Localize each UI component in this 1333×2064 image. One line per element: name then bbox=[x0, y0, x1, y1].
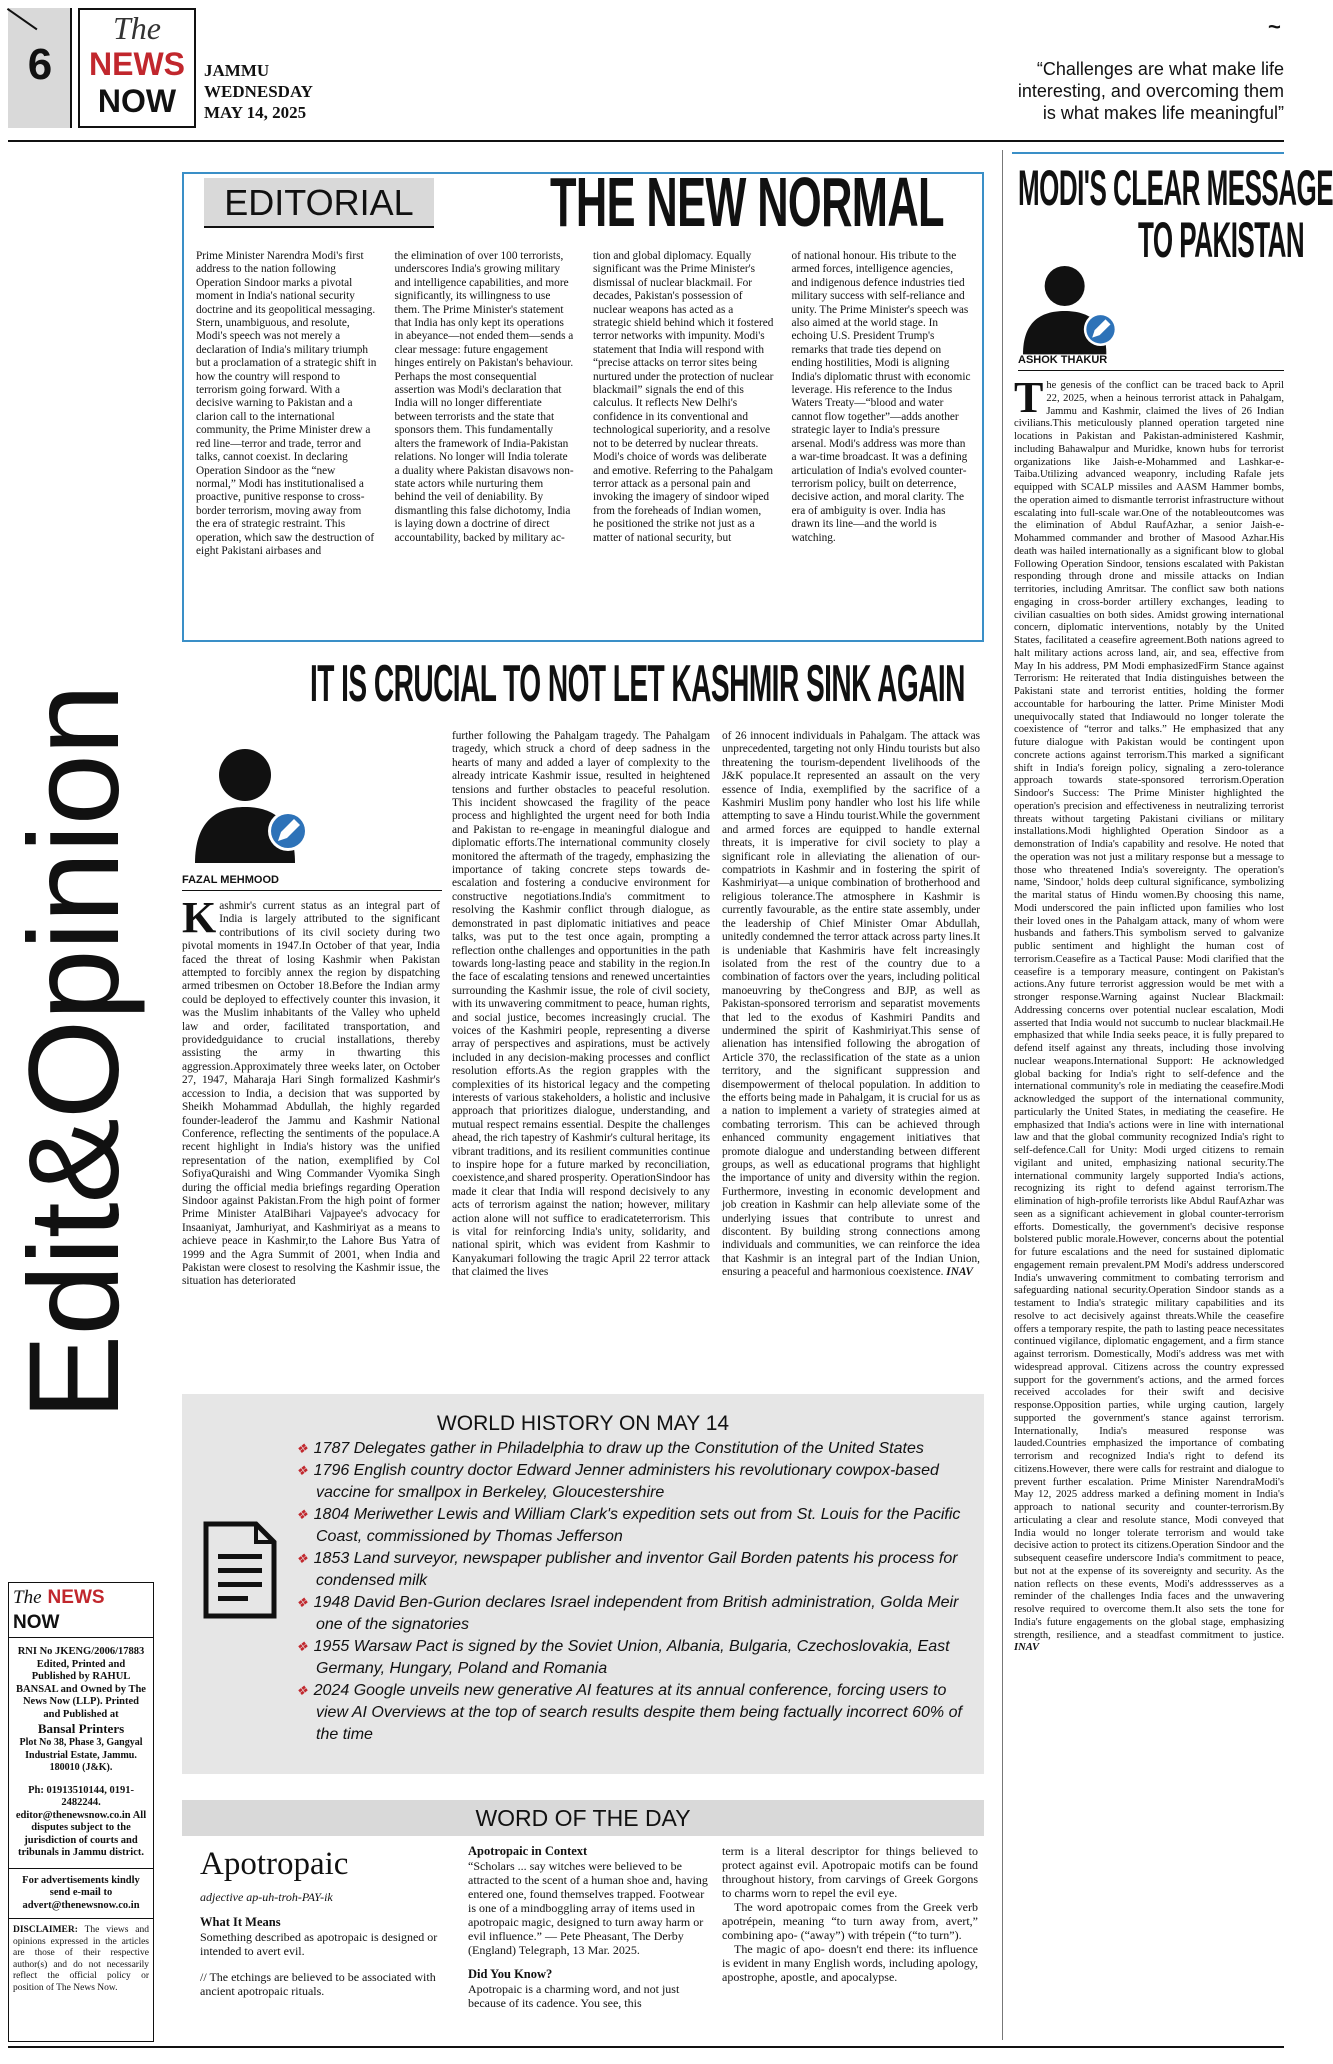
word-of-day-meaning: Something described as apotropaic is designed or intended to avert evil. bbox=[200, 1930, 438, 1958]
editorial-headline-wrap bbox=[550, 163, 944, 241]
corner-mark: ~ bbox=[1268, 14, 1281, 39]
document-icon-wrap bbox=[200, 1520, 280, 1620]
right-agency: INAV bbox=[1014, 1642, 1040, 1654]
word-of-day-example: // The etchings are believed to be associated with ancient apotropaic rituals. bbox=[200, 1970, 436, 1998]
right-author: ASHOK THAKUR bbox=[1018, 354, 1108, 366]
dateline-day: WEDNESDAY bbox=[204, 82, 313, 101]
section-label: Edit&Opinion bbox=[3, 684, 146, 1420]
kashmir-author: FAZAL MEHMOOD bbox=[182, 874, 279, 886]
imprint-logo bbox=[9, 1583, 153, 1638]
word-of-day-col-3-b: The word apotropaic comes from the Greek verb apotrépein, meaning “to turn away from, avert,” combining apo- (“away”) with trépein (“to turn”). bbox=[722, 1900, 978, 1942]
editorial-col-1: Prime Minister Narendra Modi's first address to the nation following Operation Sindoor marks a pivotal moment in India's national security doctrine and its geopolitical messaging. Stern, unambiguous, and resolute, Modi's speech was not merely a declaration of India's military triumph but a proclamation of a strategic shift in how the country will respond to terrorism going forward. With a decisive warning to Pakistan and a clarion call to the international community, the Prime Minister drew a red line—terror and trade, terror and talks, cannot coexist. In declaring Operation Sindoor as the “new normal,” Modi has institutionalised a proactive, punitive response to cross-border terrorism, moving away from the era of strategic restraint. This operation, which saw the destruction of eight Pakistani airbases and bbox=[196, 250, 377, 557]
imprint bbox=[8, 1582, 154, 2042]
word-of-day-col-3-a: term is a literal descriptor for things believed to protect against evil. Apotropaic motifs can be found throughout history, from carvings of Greek Gorgons to charms worn to repel the evil eye. bbox=[722, 1844, 978, 1900]
kashmir-agency: INAV bbox=[946, 1266, 974, 1279]
right-box-top bbox=[1012, 152, 1284, 154]
editorial-col-2: the elimination of over 100 terrorists, underscores India's growing military and intelligence capabilities, and more significantly, its willingness to use them. The Prime Minister's statement that India has only kept its operations in abeyance—not ended them—sends a clear message: future engagement hinges entirely on Pakistan's behaviour. Perhaps the most consequential assertion was Modi's declaration that India will no longer differentiate between terrorists and the state that sponsors them. This fundamentally alters the framework of India-Pakistan relations. No longer will India tolerate a duality where Pakistan disavows non-state actors while nurturing them behind the veil of deniability. By dismantling this false dichotomy, India is laying down a doctrine of direct accountability, backed by military ac- bbox=[394, 250, 574, 544]
section-label-wrap bbox=[0, 360, 160, 1420]
imprint-address: Plot No 38, Phase 3, Gangyal Industrial Estate, Jammu. 180010 (J&K). bbox=[19, 1737, 143, 1773]
list-item: ❖ 1948 David Ben-Gurion declares Israel independent from British administration, Golda Meir one of the signatories bbox=[296, 1594, 959, 1633]
word-of-day-pronunciation: adjective ap-uh-troh-PAY-ik bbox=[200, 1890, 333, 1904]
diamond-bullet-icon: ❖ bbox=[296, 1463, 308, 1478]
kashmir-author-rule bbox=[182, 890, 442, 891]
right-headline-1: MODI'S CLEAR MESSAGE bbox=[1018, 160, 1333, 216]
list-item: ❖ 1955 Warsaw Pact is signed by the Soviet Union, Albania, Bulgaria, Czechoslovakia, East Germany, Hungary, Poland and Romania bbox=[296, 1638, 950, 1677]
kashmir-col-3 bbox=[722, 730, 980, 1320]
masthead-quote: “Challenges are what make life interesting, and overcoming them is what makes life meaningful” bbox=[1017, 59, 1284, 123]
logo-the: The bbox=[113, 10, 161, 46]
imprint-logo-news: NEWS bbox=[47, 1587, 105, 1608]
imprint-disclaimer bbox=[9, 1919, 153, 2000]
word-of-day-title: WORD OF THE DAY bbox=[475, 1805, 691, 1831]
kashmir-col-1-text: ashmir's current status as an integral part of India is largely attributed to the significant contributions of its civil society during two pivotal moments in 1947.In October of that year, India faced the threat of losing Kashmir when Pakistan attempted to forcibly annex the region by dispatching armed tribesmen on October 18.Before the Indian army could be deployed to effectively counter this invasion, it was the Muslim inhabitants of the Valley who upheld law and order, facilitated transportation, and providedguidance to crucial installations, thereby assisting the army in thwarting this aggression.Approximately three weeks later, on October 27, 1947, Maharaja Hari Singh formalized Kashmir's accession to India, a decision that was supported by Sheikh Mohammad Abdullah, the highly regarded founder-leaderof the Jammu and Kashmir National Conference, reflecting the sentiments of the populace.A recent highlight in India's history was the unified representation of the nation, exemplified by Col SofiyaQuraishi and Wing Commander Vyomika Singh during the official media briefings regarding Operation Sindoor against Pakistan.From the high point of former Prime Minister AtalBihari Vajpayee's advocacy for Insaaniyat, Jamhuriyat, and Kashmiriyat as a means to achieve peace in Kashmir,to the Lahore Bus Yatra of 1999 and the Agra Summit of 2001, when India and Pakistan were closest to resolving the Kashmir issue, the situation has deteriorated bbox=[182, 900, 440, 1288]
editorial-col-4: of national honour. His tribute to the armed forces, intelligence agencies, and indigenous defence industries tied military success with self-reliance and unity. The Prime Minister's speech was also aimed at the world stage. In echoing U.S. President Trump's remarks that trade ties depend on ending hostilities, Modi is aligning India's diplomatic thrust with economic leverage. His reference to the Indus Waters Treaty—“blood and water cannot flow together”—adds another strategic layer to India's pressure arsenal. Modi's address was more than a war-time broadcast. It was a defining articulation of India's evolved counter-terrorism policy, built on deterrence, decisive action, and moral clarity. The era of ambiguity is over. India has drawn its line—and the world is watching. bbox=[791, 250, 971, 544]
imprint-logo-the: The bbox=[13, 1587, 42, 1608]
right-column-rule bbox=[1002, 150, 1003, 2040]
kashmir-col-3-text: of 26 innocent individuals in Pahalgam. The attack was unprecedented, targeting not only Hindu tourists but also threatening the tourism-dependent livelihoods of the J&K populace.It represented an assault on the very essence of India, exemplified by the sacrifice of a Kashmiri Muslim pony handler who lost his life while attempting to save a Hindu tourist.While the government and armed forces are equipped to handle external threats, it is imperative for civil society to play a significant role in alleviating the alienation of our-compatriots in Kashmir and in fostering the spirit of Kashmiriyat—a unique combination of brotherhood and religious tolerance.The atmosphere in Kashmir is currently favourable, as the entire state assembly, under the leadership of Chief Minister Omar Abdullah, unitedly condemned the terror attack across party lines.It is undeniable that Kashmiris have felt increasingly isolated from the rest of the country due to a combination of factors over the years, including political manoeuvring by theCongress and BJP, as well as Pakistan-sponsored terrorism and separatist movements that led to the exodus of Kashmiri Pandits and undermined the spirit of Kashmiriyat.This sense of alienation has intensified following the abrogation of Article 370, the reclassification of the state as a union territory, and the significant suppression and disempowerment of thelocal population. In addition to the efforts being made in Pahalgam, it is crucial for us as a nation to implement a variety of strategies aimed at combating terrorism. This can be achieved through enhanced community engagement initiatives that promote dialogue and understanding between different groups, as well as educational programs that highlight the importance of unity and diversity within the region. Furthermore, investing in economic development and job creation in Kashmir can help alleviate some of the underlying issues that contribute to unrest and discontent. By building strong connections among individuals and communities, we can reinforce the idea that Kashmir is an integral part of the Indian Union, ensuring a peaceful and harmonious coexistence. bbox=[722, 730, 980, 1279]
diamond-bullet-icon: ❖ bbox=[296, 1441, 308, 1456]
document-icon bbox=[200, 1520, 280, 1620]
logo-news: NEWS bbox=[89, 46, 185, 82]
masthead-rule bbox=[8, 140, 1284, 142]
word-of-day-col-1 bbox=[200, 1844, 450, 1998]
kashmir-headline-wrap bbox=[310, 655, 965, 713]
dateline-date: MAY 14, 2025 bbox=[204, 103, 307, 122]
imprint-disclaimer-head: DISCLAIMER: bbox=[13, 1925, 78, 1935]
imprint-ads: For advertisements kindly send e-mail to advert@thenewsnow.co.in bbox=[9, 1868, 153, 1920]
imprint-lines: RNI No JKENG/2006/17883 Edited, Printed and Published by RAHUL BANSAL and Owned by The News Now (LLP). Printed and Published at bbox=[16, 1646, 146, 1720]
imprint-email: editor@thenewsnow.co.in All disputes subject to the jurisdiction of courts and tribunals in Jammu district. bbox=[15, 1809, 147, 1858]
word-of-day-did-head: Did You Know? bbox=[468, 1967, 553, 1981]
dateline-city: JAMMU bbox=[204, 61, 270, 80]
world-history-list bbox=[296, 1438, 976, 1746]
right-avatar bbox=[1018, 256, 1128, 356]
word-of-day-context: “Scholars ... say witches were believed to be attracted to the scent of a human shoe and, having entered one, found themselves trapped. Footwear is one of a mindboggling array of items used in apotropaic magic, designed to turn away harm or evil influence.” — Pete Pheasant, The Derby (England) Telegraph, 13 Mar. 2025. bbox=[468, 1859, 708, 1957]
masthead-logo bbox=[78, 8, 196, 128]
right-article bbox=[1014, 373, 1284, 2036]
diamond-bullet-icon: ❖ bbox=[296, 1683, 308, 1698]
editorial-label: EDITORIAL bbox=[204, 178, 434, 228]
dateline bbox=[204, 60, 313, 123]
list-item: ❖ 1804 Meriwether Lewis and William Clark's expedition sets out from St. Louis for the Pacific Coast, commissioned by Thomas Jefferson bbox=[296, 1506, 961, 1545]
right-headline-2-wrap bbox=[1138, 212, 1305, 268]
avatar bbox=[190, 735, 320, 865]
page-number: 6 bbox=[27, 40, 53, 89]
list-item: ❖ 2024 Google unveils new generative AI features at its annual conference, forcing users to view AI Overviews at the top of search results despite them being factually incorrect 60% of the time bbox=[296, 1682, 962, 1743]
editorial-headline: THE NEW NORMAL bbox=[550, 163, 944, 241]
right-drop-cap: T bbox=[1014, 373, 1044, 422]
right-headline-1-wrap bbox=[1018, 160, 1333, 216]
diamond-bullet-icon: ❖ bbox=[296, 1639, 308, 1654]
word-of-day-did: Apotropaic is a charming word, and not just because of its cadence. You see, this bbox=[468, 1982, 680, 2010]
right-headline-2: TO PAKISTAN bbox=[1138, 212, 1305, 268]
page-bottom-rule bbox=[8, 2046, 1284, 2048]
person-icon bbox=[190, 735, 320, 865]
list-item: ❖ 1787 Delegates gather in Philadelphia to draw up the Constitution of the United States bbox=[296, 1440, 924, 1457]
right-author-rule bbox=[1018, 370, 1284, 371]
kashmir-headline: IT IS CRUCIAL TO NOT LET KASHMIR SINK AGAIN bbox=[310, 655, 965, 713]
imprint-phone: Ph: 01913510144, 0191-2482244. bbox=[28, 1784, 134, 1808]
masthead bbox=[0, 0, 1292, 140]
person-icon bbox=[1018, 256, 1128, 356]
diamond-bullet-icon: ❖ bbox=[296, 1551, 308, 1566]
kashmir-col-2: further following the Pahalgam tragedy. The Pahalgam tragedy, which struck a chord of deep sadness in the hearts of many and added a layer of complexity to the already intricate Kashmir issue, resulted in heightened tensions and further obstacles to peaceful resolution. This incident showcased the fragility of the peace process and highlighted the urgent need for both India and Pakistan to re-engage in meaningful dialogue and diplomatic efforts.The international community closely monitored the aftermath of the tragedy, emphasizing the importance of taking concrete steps towards de-escalation and fostering a conducive environment for constructive negotiations.India's commitment to resolving the Kashmir conflict through dialogue, as demonstrated in past diplomatic initiatives and peace talks, was put to the test once again, prompting a reflection onthe challenges and opportunities in the path towards long-lasting peace and stability in the region.In the face of escalating tensions and renewed uncertainties surrounding the Kashmir issue, the role of civil society, with its unwavering commitment to peace, human rights, and social justice, becomes increasingly crucial. The voices of the Kashmiri people, representing a diverse array of perspectives and aspirations, must be actively included in any decision-making processes and conflict resolution efforts.As the region grapples with the complexities of its historical legacy and the competing interests of various stakeholders, a holistic and inclusive approach that prioritizes dialogue, understanding, and mutual respect remains essential. Despite the challenges ahead, the rich tapestry of Kashmir's cultural heritage, its vibrant traditions, and its resilient communities continue to inspire hope for a future marked by reconciliation, coexistence,and shared prosperity. OperationSindoor has made it clear that India will respond decisively to any acts of terrorism against the nation; however, military action alone will not suffice to eradicateterrorism. This is vital for reinforcing India's unity, solidarity, and national spirit, which was evident from Kashmir to Kanyakumari following the tragic April 22 terror attack that claimed the lives bbox=[452, 730, 711, 1279]
editorial-col-3: tion and global diplomacy. Equally significant was the Prime Minister's dismissal of nuclear blackmail. For decades, Pakistan's possession of nuclear weapons has acted as a strategic shield behind which it fostered terror networks with impunity. Modi's statement that India will respond with “precise attacks on terror sites being nurtured under the protection of nuclear blackmail” signals the end of this calculus. It reflects New Delhi's confidence in its conventional and technological superiority, and a resolve not to be deterred by nuclear threats. Modi's choice of words was deliberate and emotive. Referring to the Pahalgam terror attack as a personal pain and invoking the imagery of sindoor wiped from the foreheads of Indian women, he positioned the strike not just as a matter of national security, but bbox=[593, 250, 774, 544]
word-of-day-col-3 bbox=[722, 1844, 978, 1984]
list-item: ❖ 1796 English country doctor Edward Jenner administers his revolutionary cowpox-based vaccine for smallpox in Berkeley, Gloucestershire bbox=[296, 1462, 939, 1501]
list-item: ❖ 1853 Land surveyor, newspaper publisher and inventor Gail Borden patents his process for condensed milk bbox=[296, 1550, 958, 1589]
imprint-printer: Bansal Printers bbox=[37, 1721, 125, 1736]
kashmir-drop-cap: K bbox=[182, 893, 217, 942]
diamond-bullet-icon: ❖ bbox=[296, 1595, 308, 1610]
word-of-day-meaning-head: What It Means bbox=[200, 1915, 281, 1929]
editorial-columns bbox=[196, 250, 972, 630]
world-history-title: WORLD HISTORY ON MAY 14 bbox=[436, 1412, 730, 1435]
imprint-disclaimer-text: The views and opinions expressed in the articles are those of their respective author(s) and do not necessarily reflect the official policy or position of The News Now. bbox=[13, 1925, 149, 1993]
word-of-day-col-3-c: The magic of apo- doesn't end there: its influence is evident in many English words, including apology, apostrophe, apostle, and apocalypse. bbox=[722, 1942, 978, 1984]
word-of-day-col-2 bbox=[468, 1844, 710, 2010]
kashmir-col-1 bbox=[182, 893, 440, 1320]
diamond-bullet-icon: ❖ bbox=[296, 1507, 308, 1522]
right-article-text: he genesis of the conflict can be traced back to April 22, 2025, when a heinous terrorist attack in Pahalgam, Jammu and Kashmir, claimed the lives of 26 Indian civilians.This meticulously planned operation targeted nine locations in Pakistan and Pakistan-administered Kashmir, including Bahawalpur and Muridke, known hubs for terrorist organizations like Jaish-e-Mohammed and Lashkar-e-Taiba.Utilizing advanced weaponry, including Rafale jets equipped with SCALP missiles and AASM Hammer bombs, the operation aimed to dismantle terrorist infrastructure without escalating into full-scale war.One of the notableoutcomes was the elimination of Abdul RaufAzhar, a senior Jaish-e-Mohammed commander and brother of Masood Azhar.His death was hailed internationally as a significant blow to global Following Operation Sindoor, tensions escalated with Pakistan responding through drone and missile attacks on Indian territories, including Amritsar. The conflict saw both nations engaging in cross-border artillery exchanges, leading to civilian casualties on both sides. Amidst growing international concern, diplomatic interventions, notably by the United States, facilitated a ceasefire agreement.Both nations agreed to halt military actions across land, air, and sea, effective from May In his address, PM Modi emphasizedFirm Stance against Terrorism: He reiterated that India distinguishes between the Pakistani state and terrorist entities, holding the former accountable for harbouring the latter. Prime Minister Modi unequivocally stated that Indiawould no longer tolerate the coexistence of “terror and talks.” He emphasized that any future dialogue with Pakistan would be contingent upon concrete actions against terrorism.This marked a significant shift in India's foreign policy, signaling a zero-tolerance approach towards state-sponsored terrorism.Operation Sindoor's Success: The Prime Minister highlighted the operation's precision and effectiveness in neutralizing terrorist threats without targeting Pakistani civilians or military installations.Modi highlighted Operation Sindoor as a demonstration of India's capability and resolve. He noted that the operation was not just a military response but a message to those who threatened India's sovereignty. The operation's name, 'Sindoor,' holds deep cultural significance, symbolizing the marital status of Hindu women.By choosing this name, Modi underscored the pain inflicted upon families who lost their loved ones in the Pahalgam attack, many of whom were husbands and fathers.This symbolism served to galvanize public sentiment and highlight the human cost of terrorism.Ceasefire as a Tactical Pause: Modi clarified that the ceasefire is a temporary measure, contingent on Pakistan's actions.Any future terrorist aggression would be met with a stronger response.Warning against Nuclear Blackmail: Addressing concerns over potential nuclear escalation, Modi asserted that India would not succumb to nuclear blackmail.He emphasized that while India seeks peace, it is fully prepared to defend itself against any threats, including those involving nuclear weapons.International Support: He acknowledged global backing for India's right to self-defence and the international community's role in mediating the ceasefire.Modi acknowledged the support of the international community, particularly the United States, in mediating the ceasefire. He emphasized that India's actions were in line with international law and that the global community recognized India's right to self-defence.Call for Unity: Modi urged citizens to remain vigilant and united, emphasizing national security.The international community largely supported India's actions, recognizing its right to defend against terrorism.The elimination of high-profile terrorists like Abdul RaufAzhar was seen as a significant achievement in global counter-terrorism efforts. Domestically, the government's decisive response bolstered public morale.However, concerns about the potential for future escalations and the need for sustained diplomatic engagement remain prevalent.PM Modi's address underscored India's unwavering commitment to combating terrorism and safeguarding national security.Operation Sindoor stands as a testament to India's strategic military capabilities and its resolve to act decisively against threats.While the ceasefire offers a temporary respite, the path to lasting peace necessitates continued vigilance, diplomatic engagement, and a firm stance against terrorism. Domestically, Modi's address was met with widespread approval. Citizens across the country expressed support for the government's actions, and the armed forces received accolades for their swift and decisive response.Opposition parties, while urging caution, largely supported the government's stance against terrorism. Internationally, India's measured response was lauded.Countries emphasized the importance of combating terrorism and recognized India's right to defend its citizens.However, there were calls for restraint and dialogue to prevent further escalation. Prime Minister NarendraModi's May 12, 2025 address marked a defining moment in India's approach to national security and counter-terrorism.By articulating a clear and resolute stance, Modi conveyed that India would no longer tolerate terrorism and would take decisive action to protect its citizens.Operation Sindoor and the subsequent ceasefire underscore India's commitment to peace, but not at the expense of its sovereignty and security. As the nation reflects on these events, Modi's addressserves as a reminder of the challenges India faces and the unwavering resolve required to overcome them.It also sets the tone for India's future engagements on the global stage, emphasizing strength, resilience, and a steadfast commitment to justice. bbox=[1014, 380, 1284, 1641]
logo-now: NOW bbox=[97, 83, 177, 119]
word-of-day-word: Apotropaic bbox=[200, 1846, 349, 1882]
word-of-day-context-head: Apotropaic in Context bbox=[468, 1844, 588, 1858]
imprint-logo-now: NOW bbox=[13, 1612, 60, 1633]
